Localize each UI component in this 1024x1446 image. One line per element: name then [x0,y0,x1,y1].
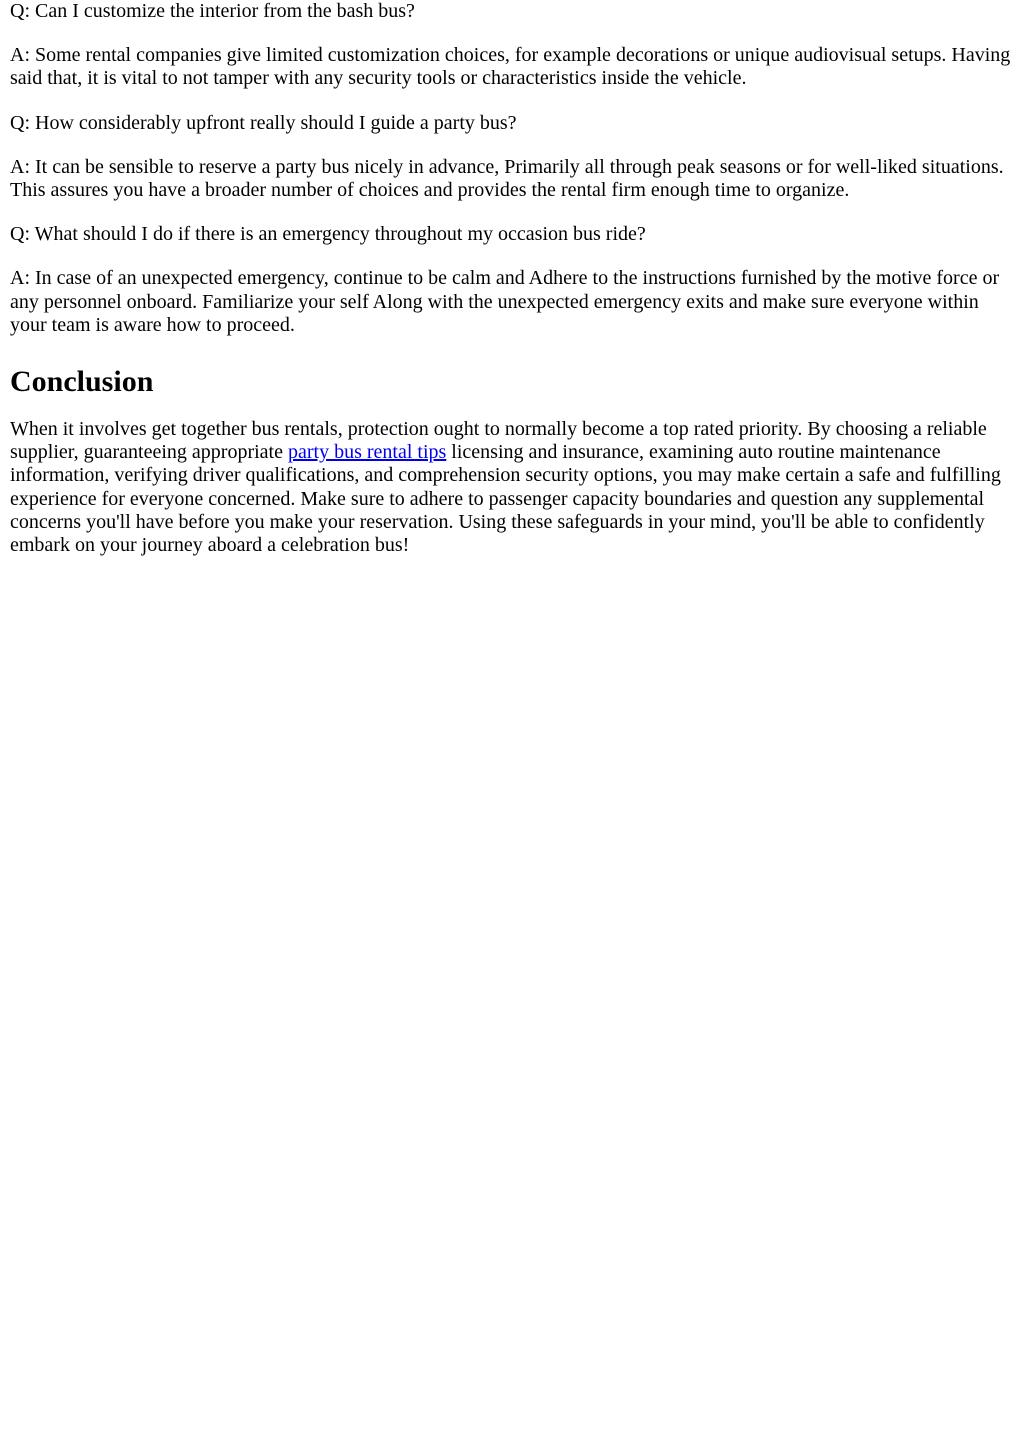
article-body [10,0,1014,557]
faq-answer-1: A: Some rental companies give limited customization choices, for example decorations or unique audiovisual setups. Having said that, it is vital to not tamper with any security tools or characteristics inside the vehicle. [10,44,1011,90]
faq-question-2: Q: How considerably upfront really should I guide a party bus? [10,111,517,134]
conclusion-text-after-link: licensing and insurance, examining auto routine maintenance information, verifying driver qualifications, and comprehension security options, you may make certain a safe and fulfilling experience for everyone concerned. Make sure to adhere to passenger capacity boundaries and question any supplemental concerns you'll have before you make your reservation. Using these safeguards in your mind, you'll be able to confidently embark on your journey aboard a celebration bus! [10,441,1001,557]
conclusion-paragraph [10,418,1014,557]
faq-question-3: Q: What should I do if there is an emergency throughout my occasion bus ride? [10,223,646,246]
conclusion-text-before-link: When it involves get together bus rentals, protection ought to normally become a top rated priority. By choosing a reliable supplier, guaranteeing appropriate [10,418,987,464]
party-bus-rental-tips-link[interactable]: party bus rental tips [287,441,447,464]
faq-answer-2: A: It can be sensible to reserve a party bus nicely in advance, Primarily all through peak seasons or for well-liked situations. This assures you have a broader number of choices and provides the rental firm enough time to organize. [10,155,1004,202]
conclusion-heading: Conclusion [10,365,154,399]
faq-question-1: Q: Can I customize the interior from the bash bus? [10,0,415,22]
faq-answer-3: A: In case of an unexpected emergency, continue to be calm and Adhere to the instructions furnished by the motive force or any personnel onboard. Familiarize your self Along with the unexpected emergency exits and make sure everyone within your team is aware how to proceed. [10,267,1000,336]
